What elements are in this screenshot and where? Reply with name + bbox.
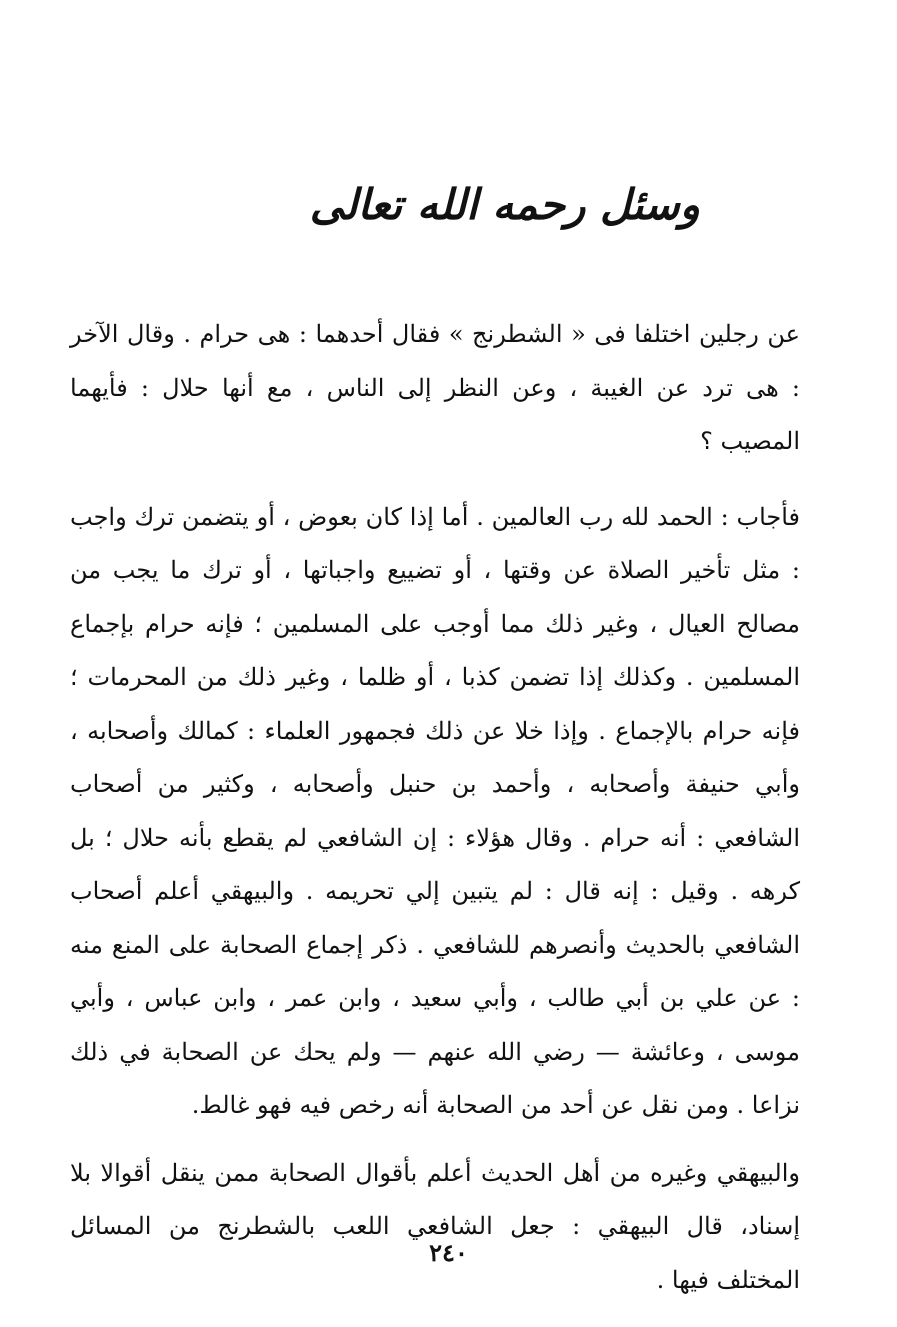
- question-paragraph: عن رجلين اختلفا فى « الشطرنج » فقال أحدهما : هى حرام . وقال الآخر : هى ترد عن الغيبة ، وعن النظر إلى الناس ، مع أنها حلال : فأيهما المصيب ؟: [70, 320, 800, 455]
- closing-paragraph: والبيهقي وغيره من أهل الحديث أعلم بأقوال الصحابة ممن ينقل أقوالا بلا إسناد، قال البيهقي : جعل الشافعي اللعب بالشطرنج من المسائل المختلف فيها .: [70, 1158, 800, 1294]
- answer-paragraph: فأجاب : الحمد لله رب العالمين . أما إذا كان بعوض ، أو يتضمن ترك واجب : مثل تأخير الصلاة عن وقتها ، أو تضييع واجباتها ، أو ترك ما يجب من مصالح العيال ، وغير ذلك مما أوجب على المسلمين ؛ فإنه حرام بإجماع المسلمين . وكذلك إذا تضمن كذبا ، أو ظلما ، وغير ذلك من المحرمات ؛ فإنه حرام بالإجماع . وإذا خلا عن ذلك فجمهور العلماء : كمالك وأصحابه ، وأبي حنيفة وأصحابه ، وأحمد بن حنبل وأصحابه ، وكثير من أصحاب الشافعي : أنه حرام . وقال هؤلاء : إن الشافعي لم يقطع بأنه حلال ؛ بل كرهه . وقيل : إنه قال : لم يتبين إلي تحريمه . والبيهقي أعلم أصحاب الشافعي بالحديث وأنصرهم للشافعي . ذكر إجماع الصحابة على المنع منه : عن علي بن أبي طالب ، وأبي سعيد ، وابن عمر ، وابن عباس ، وأبي موسى ، وعائشة — رضي الله عنهم — ولم يحك عن الصحابة في ذلك نزاعا . ومن نقل عن أحد من الصحابة أنه رخص فيه فهو غالط.: [70, 502, 800, 1119]
- section-heading: وسئل رحمه الله تعالى: [309, 180, 700, 229]
- page-body: [70, 308, 800, 1307]
- page-number: ٢٤٠: [429, 1238, 468, 1267]
